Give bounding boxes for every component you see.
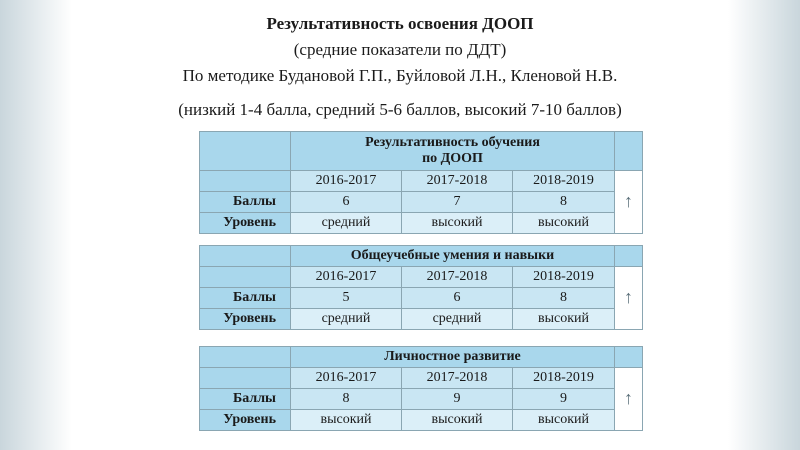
table-corner-2 (200, 368, 291, 389)
score-cell: 8 (513, 192, 615, 213)
trend-header-cell (615, 132, 643, 171)
subtitle-methodology: По методике Будановой Г.П., Буйловой Л.Н., Кленовой Н.В. (182, 66, 618, 85)
table-heading-line2: по ДООП (422, 151, 483, 166)
trend-cell (615, 171, 643, 234)
level-cell: средний (291, 309, 402, 330)
trend-header-cell (615, 347, 643, 368)
level-cell: высокий (402, 213, 513, 234)
year-header: 2016-2017 (291, 267, 402, 288)
level-cell: высокий (291, 410, 402, 431)
score-row-label: Баллы (200, 288, 291, 309)
table-heading: Личностное развитие (291, 347, 615, 368)
year-header: 2017-2018 (402, 368, 513, 389)
score-cell: 8 (513, 288, 615, 309)
table-general-skills (199, 245, 643, 330)
page-title: Результативность освоения ДООП (266, 14, 534, 33)
score-row-label: Баллы (200, 192, 291, 213)
level-cell: средний (291, 213, 402, 234)
level-cell: высокий (513, 410, 615, 431)
table-corner (200, 132, 291, 171)
level-cell: средний (402, 309, 513, 330)
score-cell: 6 (291, 192, 402, 213)
table-corner-2 (200, 267, 291, 288)
trend-cell (615, 267, 643, 330)
table-corner (200, 347, 291, 368)
table-corner (200, 246, 291, 267)
table-heading-line1: Результативность обучения (365, 135, 540, 150)
up-arrow-icon: ↑ (624, 388, 633, 408)
level-row-label: Уровень (200, 309, 291, 330)
table-corner-2 (200, 171, 291, 192)
table-learning-results (199, 131, 643, 234)
year-header: 2017-2018 (402, 171, 513, 192)
up-arrow-icon: ↑ (624, 191, 633, 211)
score-cell: 6 (402, 288, 513, 309)
score-cell: 8 (291, 389, 402, 410)
level-cell: высокий (513, 309, 615, 330)
table-heading: Общеучебные умения и навыки (291, 246, 615, 267)
score-cell: 5 (291, 288, 402, 309)
level-row-label: Уровень (200, 213, 291, 234)
subtitle-scale: (низкий 1-4 балла, средний 5-6 баллов, высокий 7-10 баллов) (178, 100, 622, 119)
year-header: 2016-2017 (291, 368, 402, 389)
score-row-label: Баллы (200, 389, 291, 410)
up-arrow-icon: ↑ (624, 287, 634, 307)
year-header: 2018-2019 (513, 267, 615, 288)
score-cell: 9 (513, 389, 615, 410)
table-personal-development (199, 346, 643, 431)
score-cell: 7 (402, 192, 513, 213)
level-row-label: Уровень (200, 410, 291, 431)
trend-header-cell (615, 246, 643, 267)
trend-cell (615, 368, 643, 431)
subtitle-averages: (средние показатели по ДДТ) (293, 40, 507, 59)
year-header: 2018-2019 (513, 368, 615, 389)
year-header: 2017-2018 (402, 267, 513, 288)
table-heading (291, 132, 615, 171)
year-header: 2016-2017 (291, 171, 402, 192)
level-cell: высокий (513, 213, 615, 234)
score-cell: 9 (402, 389, 513, 410)
year-header: 2018-2019 (513, 171, 615, 192)
level-cell: высокий (402, 410, 513, 431)
